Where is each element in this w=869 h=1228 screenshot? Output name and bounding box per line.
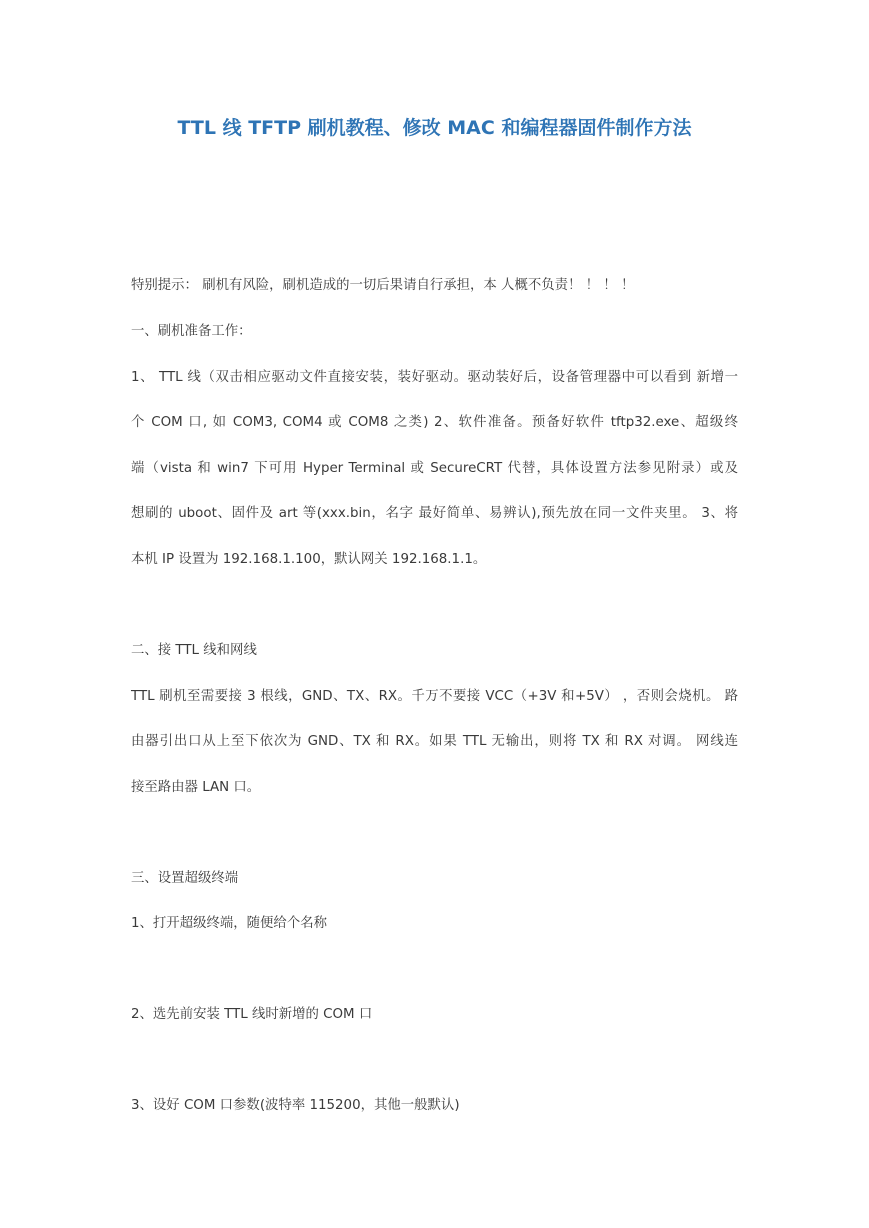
- section1-line: 想刷的 uboot、固件及 art 等(xxx.bin，名字 最好简单、易辨认),预先放在同一文件夹里。 3、将: [131, 506, 738, 521]
- step-2-text: 2、选先前安装 TTL 线时新增的 COM 口: [131, 1007, 373, 1022]
- step-1-text: 1、打开超级终端，随便给个名称: [131, 916, 327, 931]
- section2-line: TTL 刷机至需要接 3 根线，GND、TX、RX。千万不要接 VCC（+3V 和+5V） ，否则会烧机。 路: [131, 689, 738, 704]
- section3-heading: 三、设置超级终端: [131, 871, 239, 886]
- section1-line: 1、 TTL 线（双击相应驱动文件直接安装，装好驱动。驱动装好后，设备管理器中可以看到 新增一: [131, 370, 738, 385]
- section1-line: 端（vista 和 win7 下可用 Hyper Terminal 或 SecureCRT 代替，具体设置方法参见附录）或及: [131, 461, 738, 476]
- warning-text: 特别提示： 刷机有风险，刷机造成的一切后果请自行承担，本 人概不负责！ ！ ！ ！: [131, 278, 635, 293]
- section2-line: 由器引出口从上至下依次为 GND、TX 和 RX。如果 TTL 无输出，则将 TX 和 RX 对调。 网线连: [131, 734, 738, 749]
- section2-line: 接至路由器 LAN 口。: [131, 780, 261, 795]
- section1-line: 个 COM 口, 如 COM3, COM4 或 COM8 之类) 2、软件准备。预备好软件 tftp32.exe、超级终: [131, 415, 738, 430]
- step-3-text: 3、设好 COM 口参数(波特率 115200，其他一般默认): [131, 1098, 460, 1113]
- document-title: TTL 线 TFTP 刷机教程、修改 MAC 和编程器固件制作方法: [177, 117, 692, 139]
- section1-line: 本机 IP 设置为 192.168.1.100，默认网关 192.168.1.1。: [131, 552, 487, 567]
- section1-heading: 一、刷机准备工作：: [131, 324, 252, 339]
- section2-heading: 二、接 TTL 线和网线: [131, 643, 257, 658]
